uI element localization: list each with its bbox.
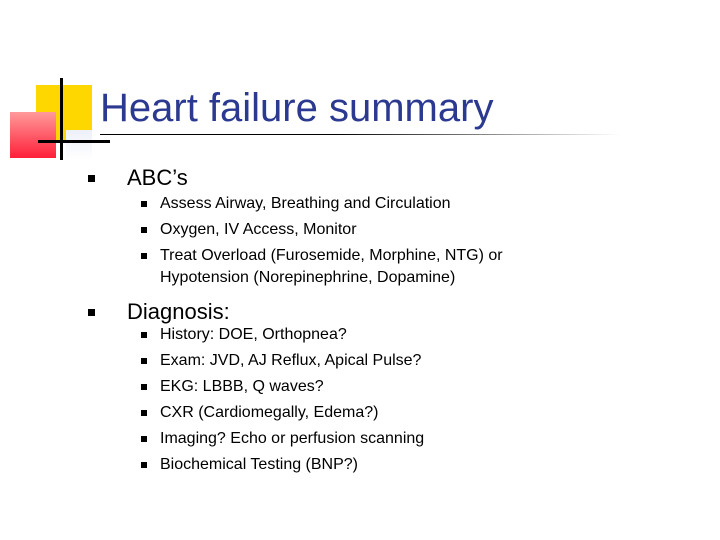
list-item: Treat Overload (Furosemide, Morphine, NTG) or xyxy=(160,247,503,264)
bullet-square-icon xyxy=(141,332,147,338)
bullet-square-icon xyxy=(88,309,95,316)
slide-logo-decoration xyxy=(0,0,110,170)
horizontal-rule xyxy=(38,140,110,143)
bullet-square-icon xyxy=(141,201,147,207)
list-item: History: DOE, Orthopnea? xyxy=(160,326,347,343)
list-item: Assess Airway, Breathing and Circulation xyxy=(160,195,451,212)
slide-title: Heart failure summary xyxy=(100,86,494,130)
bullet-square-icon xyxy=(141,436,147,442)
section-heading-diagnosis: Diagnosis: xyxy=(127,299,230,324)
list-item: EKG: LBBB, Q waves? xyxy=(160,378,324,395)
bullet-square-icon xyxy=(141,253,147,259)
red-square xyxy=(10,112,56,158)
bullet-square-icon xyxy=(141,358,147,364)
list-item: Oxygen, IV Access, Monitor xyxy=(160,221,357,238)
list-item: Imaging? Echo or perfusion scanning xyxy=(160,430,425,447)
bullet-square-icon xyxy=(141,227,147,233)
list-item-continuation: Hypotension (Norepinephrine, Dopamine) xyxy=(160,269,456,286)
list-item: CXR (Cardiomegally, Edema?) xyxy=(160,404,379,421)
bullet-square-icon xyxy=(141,462,147,468)
list-item: Exam: JVD, AJ Reflux, Apical Pulse? xyxy=(160,352,422,369)
bullet-square-icon xyxy=(141,410,147,416)
bullet-square-icon xyxy=(88,175,95,182)
title-underline xyxy=(100,134,620,135)
list-item: Biochemical Testing (BNP?) xyxy=(160,456,359,473)
vertical-rule xyxy=(60,78,63,160)
bullet-square-icon xyxy=(141,384,147,390)
section-heading-abcs: ABC’s xyxy=(127,165,188,190)
pale-square xyxy=(66,130,92,160)
